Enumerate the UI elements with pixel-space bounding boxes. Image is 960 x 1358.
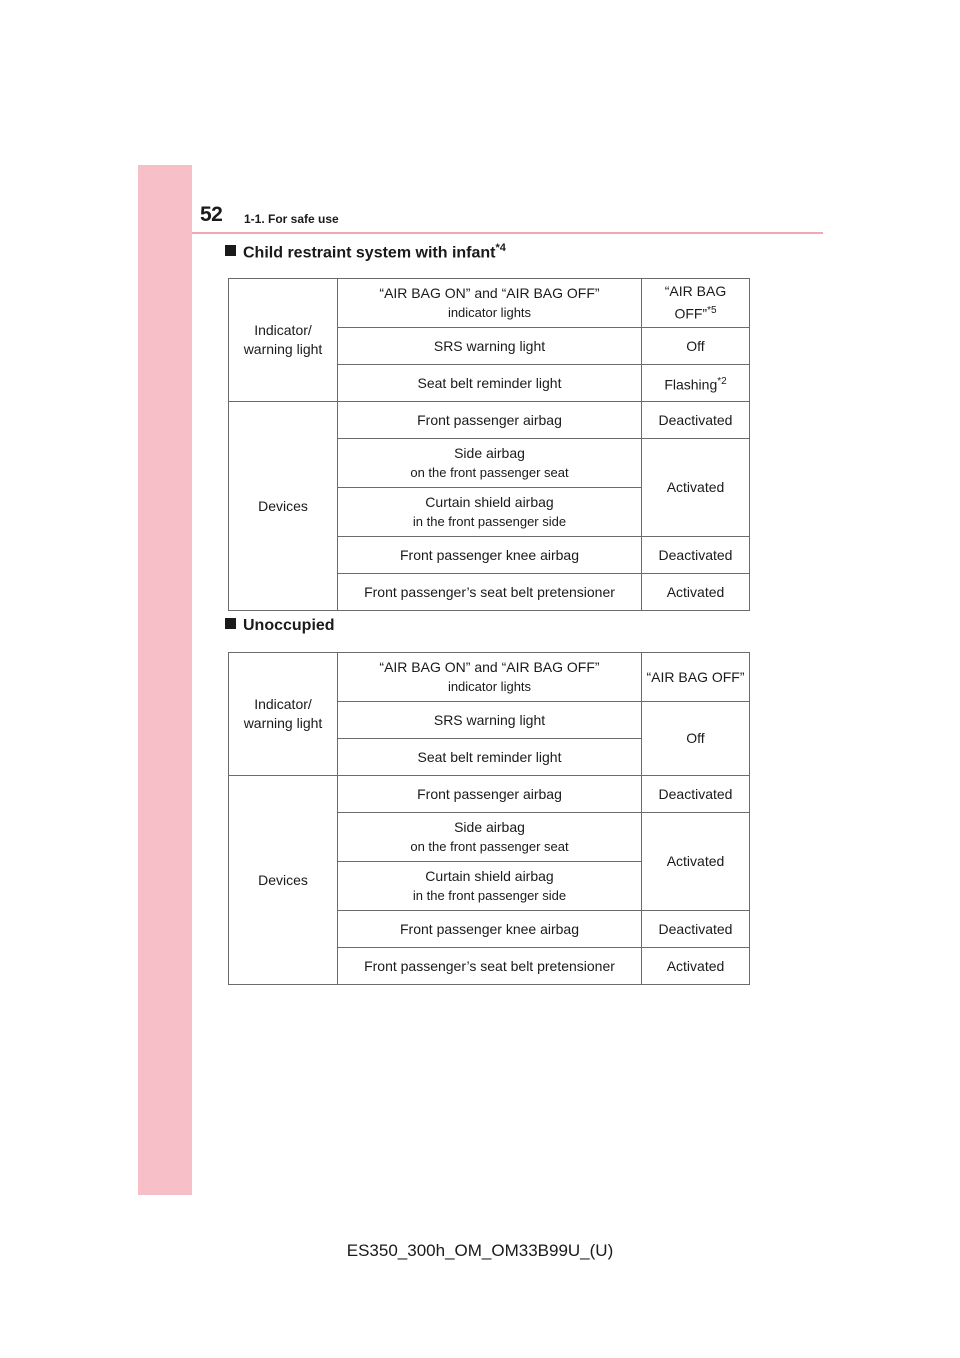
side-airbag-sub: on the front passenger seat <box>410 839 569 854</box>
indicator-group-cell: Indicator/ warning light <box>229 653 338 776</box>
table-row <box>229 279 750 328</box>
table-child-restraint <box>228 278 750 611</box>
knee-airbag-value: Deactivated <box>642 537 750 574</box>
seatbelt-note: *2 <box>717 375 727 387</box>
curtain-airbag-label: Curtain shield airbag <box>425 868 554 884</box>
curtain-airbag-label: Curtain shield airbag <box>425 494 554 510</box>
side-airbag-cell <box>338 439 642 488</box>
indicator-lights-value: “AIR BAG OFF” <box>664 283 727 322</box>
curtain-airbag-cell <box>338 488 642 537</box>
srs-label: SRS warning light <box>338 328 642 365</box>
heading-child-restraint <box>225 242 506 262</box>
indicator-lights-cell <box>338 279 642 328</box>
table-unoccupied <box>228 652 750 985</box>
seatbelt-label: Seat belt reminder light <box>338 739 642 776</box>
srs-value: Off <box>642 328 750 365</box>
square-bullet-icon <box>225 618 236 629</box>
header-rule <box>192 232 823 234</box>
seatbelt-label: Seat belt reminder light <box>338 365 642 402</box>
indicator-lights-note: *5 <box>707 305 717 317</box>
indicator-lights-sub: indicator lights <box>447 679 532 694</box>
page-number: 52 <box>200 203 223 226</box>
indicator-lights-value-cell <box>642 279 750 328</box>
pretensioner-label: Front passenger’s seat belt pretensioner <box>338 574 642 611</box>
indicator-lights-cell <box>338 653 642 702</box>
pretensioner-label: Front passenger’s seat belt pretensioner <box>338 948 642 985</box>
indicator-lights-label: “AIR BAG ON” and “AIR BAG OFF” <box>379 659 600 675</box>
side-airbag-sub: on the front passenger seat <box>410 465 569 480</box>
indicator-lights-label: “AIR BAG ON” and “AIR BAG OFF” <box>379 285 600 301</box>
pretensioner-value: Activated <box>642 574 750 611</box>
table-row <box>229 653 750 702</box>
front-airbag-label: Front passenger airbag <box>338 776 642 813</box>
side-airbag-label: Side airbag <box>454 819 525 835</box>
srs-seatbelt-value: Off <box>642 702 750 776</box>
side-airbag-cell <box>338 813 642 862</box>
heading-text: Unoccupied <box>243 617 335 634</box>
heading-note: *4 <box>495 242 506 254</box>
indicator-lights-sub: indicator lights <box>447 305 532 320</box>
knee-airbag-label: Front passenger knee airbag <box>338 537 642 574</box>
section-title: 1-1. For safe use <box>244 212 339 226</box>
side-tab-band <box>138 165 192 1195</box>
heading-text: Child restraint system with infant <box>243 244 496 262</box>
front-airbag-label: Front passenger airbag <box>338 402 642 439</box>
side-airbag-label: Side airbag <box>454 445 525 461</box>
side-curtain-value: Activated <box>642 813 750 911</box>
srs-label: SRS warning light <box>338 702 642 739</box>
front-airbag-value: Deactivated <box>642 402 750 439</box>
devices-group-cell: Devices <box>229 402 338 611</box>
side-curtain-value: Activated <box>642 439 750 537</box>
knee-airbag-label: Front passenger knee airbag <box>338 911 642 948</box>
indicator-lights-value: “AIR BAG OFF” <box>642 653 750 702</box>
knee-airbag-value: Deactivated <box>642 911 750 948</box>
seatbelt-value-cell <box>642 365 750 402</box>
pretensioner-value: Activated <box>642 948 750 985</box>
front-airbag-value: Deactivated <box>642 776 750 813</box>
seatbelt-value: Flashing <box>664 376 718 393</box>
devices-group-cell: Devices <box>229 776 338 985</box>
curtain-airbag-sub: in the front passenger side <box>412 514 567 529</box>
curtain-airbag-cell <box>338 862 642 911</box>
square-bullet-icon <box>225 245 236 256</box>
indicator-group-cell: Indicator/ warning light <box>229 279 338 402</box>
table-row <box>229 402 750 439</box>
curtain-airbag-sub: in the front passenger side <box>412 888 567 903</box>
heading-unoccupied <box>225 617 335 635</box>
footer-doc-code: ES350_300h_OM_OM33B99U_(U) <box>346 1241 614 1260</box>
table-row <box>229 776 750 813</box>
